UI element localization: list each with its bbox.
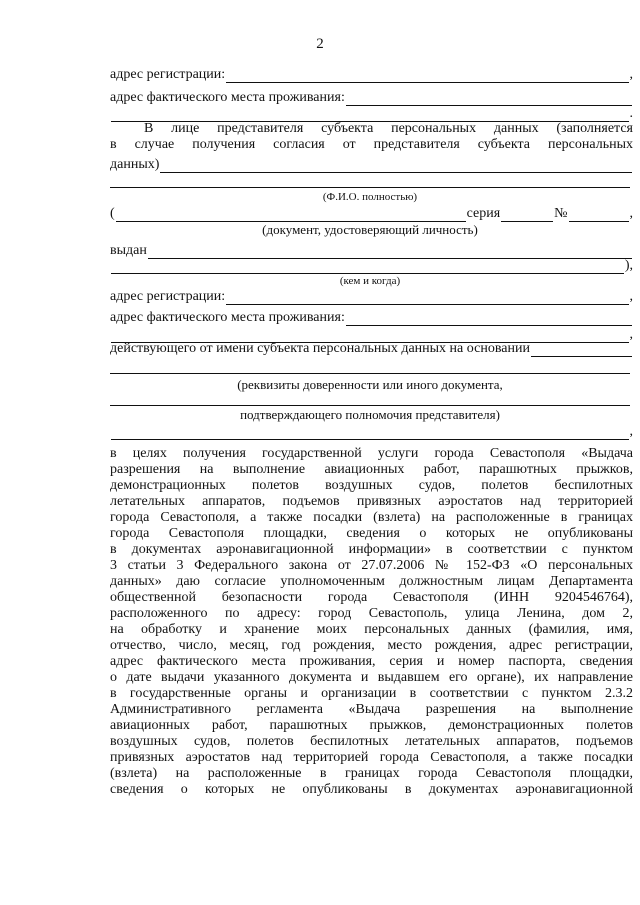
body-line: в целях получения государственной услуги города Севастополя «Выдача xyxy=(110,446,633,461)
confirming-row xyxy=(110,424,633,440)
acting-basis-label: действующего от имени субъекта персональных данных на основании xyxy=(110,341,530,356)
actual-address-label: адрес фактического места проживания: xyxy=(110,310,345,325)
document-caption: (документ, удостоверяющий личность) xyxy=(262,222,478,237)
fio-blank-line xyxy=(110,187,630,188)
body-line: на обработку и хранение моих персональных данных (фамилия, имя, xyxy=(110,622,633,637)
issued-label: выдан xyxy=(110,243,147,258)
close-paren-comma: ), xyxy=(624,258,633,273)
number-label: № xyxy=(554,206,568,221)
acting-basis-row xyxy=(110,341,633,357)
body-line: привязных аэростатов над территорией города Севастополя, а также посадки xyxy=(110,750,633,765)
subject-actual-address-row-2 xyxy=(110,106,633,122)
registration-address-label: адрес регистрации: xyxy=(110,67,226,82)
paragraph-line: в случае получения согласия от представителя субъекта персональных xyxy=(110,137,633,152)
subject-registration-address-row xyxy=(110,67,633,83)
page-number: 2 xyxy=(316,36,324,52)
document-blank xyxy=(116,209,466,222)
body-line: летательных аппаратов, подъемов привязных аэростатов над территорией xyxy=(110,494,633,509)
body-line: разрешения на выполнение авиационных работ, парашютных прыжков, xyxy=(110,462,633,477)
registration-address-blank xyxy=(226,70,628,83)
body-line: о дате выдачи указанного документа и выдавшем его органе), их направление xyxy=(110,670,633,685)
consent-paragraph xyxy=(110,446,633,798)
comma: , xyxy=(629,289,633,304)
body-line: данных» даю согласие уполномоченным должностным лицам Департамента xyxy=(110,574,633,589)
actual-address-blank xyxy=(346,313,632,326)
body-line: Административного регламента «Выдача разрешения на выполнение xyxy=(110,702,633,717)
requisites-blank-line xyxy=(110,373,630,374)
fio-caption: (Ф.И.О. полностью) xyxy=(322,191,418,203)
body-line: авиационных работ, парашютных прыжков, демонстрационных полетов xyxy=(110,718,633,733)
representative-paragraph xyxy=(110,121,633,153)
representative-actual-address-row xyxy=(110,310,633,326)
comma: , xyxy=(629,424,633,439)
issued-blank-2 xyxy=(111,261,624,274)
actual-address-blank xyxy=(346,93,632,106)
body-line: сведения о которых не опубликованы в документах аэронавигационной xyxy=(110,782,633,797)
number-blank xyxy=(569,209,629,222)
issued-row-2 xyxy=(110,258,633,274)
acting-basis-blank xyxy=(531,344,632,357)
comma: , xyxy=(629,206,633,221)
by-whom-caption: (кем и когда) xyxy=(339,275,401,287)
paragraph-line: данных) xyxy=(110,157,160,172)
seria-label: серия xyxy=(466,206,501,221)
subject-actual-address-row xyxy=(110,90,633,106)
body-line: в государственные органы и организации в соответствии с пунктом 2.3.2 xyxy=(110,686,633,701)
body-line: города Севастополя площадки, сведения о которых не опубликованы xyxy=(110,526,633,541)
representative-blank xyxy=(160,160,632,173)
document-row xyxy=(110,206,633,222)
body-line: демонстрационных полетов воздушных судов, полетов беспилотных xyxy=(110,478,633,493)
body-line: адрес фактического места проживания, серия и номер паспорта, сведения xyxy=(110,654,633,669)
confirming-blank-line xyxy=(110,405,630,406)
comma: , xyxy=(629,67,633,82)
requisites-caption: (реквизиты доверенности или иного документа, xyxy=(237,377,503,392)
actual-address-label: адрес фактического места проживания: xyxy=(110,90,345,105)
open-paren: ( xyxy=(110,206,115,221)
representative-paragraph-end-row xyxy=(110,157,633,173)
body-line: расположенного по адресу: город Севастополь, улица Ленина, дом 2, xyxy=(110,606,633,621)
body-line: (взлета) на расположенные в границах города Севастополя площадки, xyxy=(110,766,633,781)
dot: . xyxy=(629,106,633,121)
confirming-blank xyxy=(111,427,629,440)
comma: , xyxy=(629,327,633,342)
body-line: 3 статьи 3 Федерального закона от 27.07.2006 № 152-ФЗ «О персональных xyxy=(110,558,633,573)
representative-registration-address-row xyxy=(110,289,633,305)
body-line: отчество, число, месяц, год рождения, место рождения, адрес регистрации, xyxy=(110,638,633,653)
seria-blank xyxy=(501,209,553,222)
registration-address-label: адрес регистрации: xyxy=(110,289,226,304)
body-line: в документах аэронавигационной информации» в соответствии с пунктом xyxy=(110,542,633,557)
body-line: общественной безопасности города Севастополя (ИНН 9204546764), xyxy=(110,590,633,605)
registration-address-blank xyxy=(226,292,628,305)
body-line: воздушных судов, полетов беспилотных летательных аппаратов, подъемов xyxy=(110,734,633,749)
body-line: города Севастополя, а также посадки (взлета) на расположенные в границах xyxy=(110,510,633,525)
paragraph-line: В лице представителя субъекта персональных данных (заполняется xyxy=(144,121,633,136)
issued-row xyxy=(110,243,633,259)
confirming-caption: подтверждающего полномочия представителя) xyxy=(240,407,500,422)
